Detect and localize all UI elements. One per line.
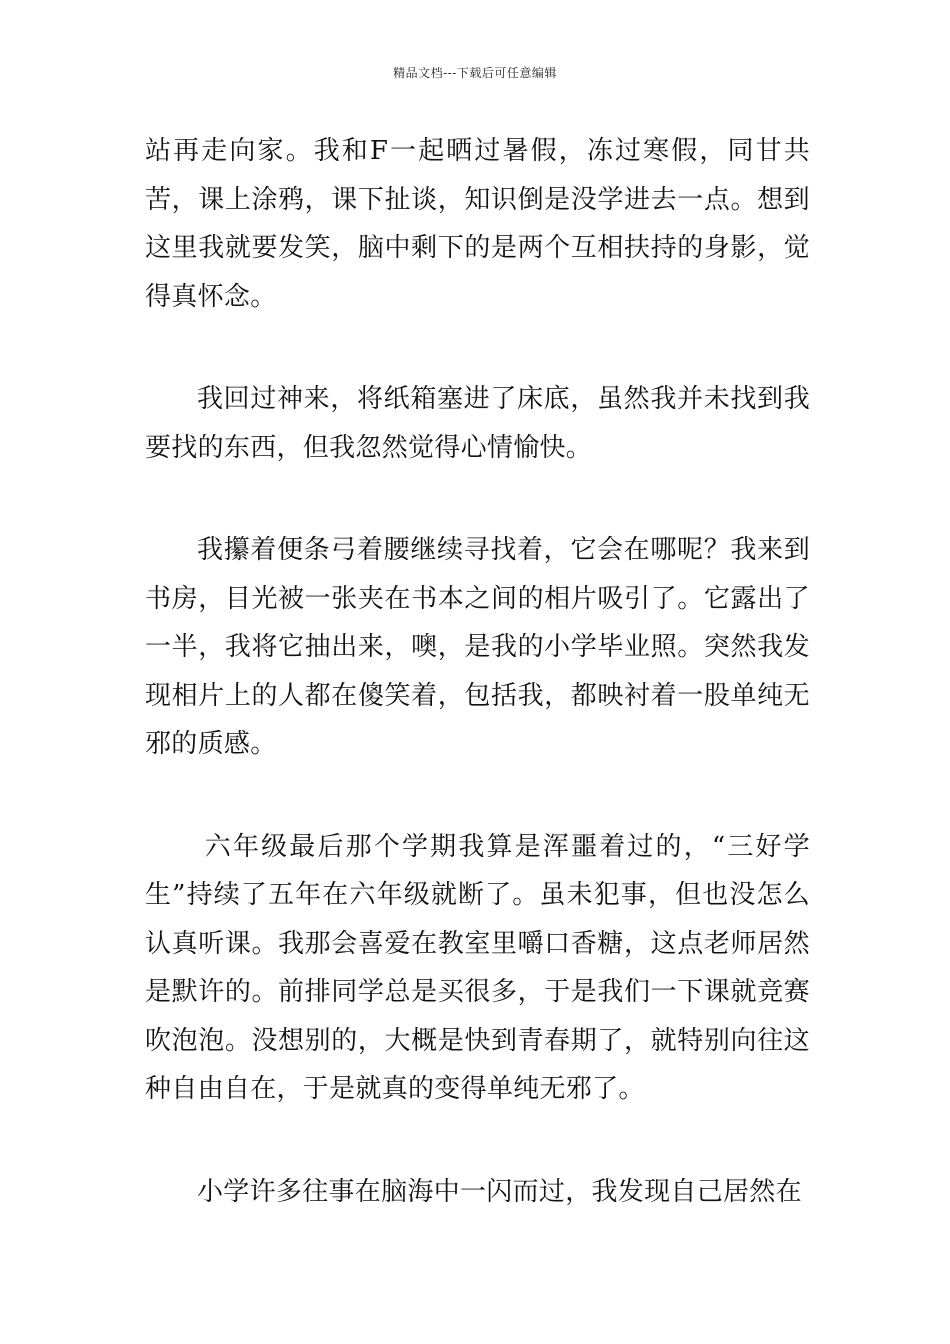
page-header: 精品文档---下载后可任意编辑 xyxy=(393,66,557,80)
paragraph-1: 站再走向家。我和F一起晒过暑假，冻过寒假，同甘共苦，课上涂鸦，课下扯谈，知识倒是没学进去一点。想到这里我就要发笑，脑中剩下的是两个互相扶持的身影，觉得真怀念。 xyxy=(145,136,810,312)
document-body xyxy=(145,127,810,1216)
paragraph-4: 六年级最后那个学期我算是浑噩着过的，“三好学生”持续了五年在六年级就断了。虽未犯事，但也没怎么认真听课。我那会喜爱在教室里嚼口香糖，这点老师居然是默许的。前排同学总是买很多，于是我们一下课就竞赛吹泡泡。没想别的，大概是快到青春期了，就特别向往这种自由自在，于是就真的变得单纯无邪了。 xyxy=(145,831,810,1104)
paragraph-2: 我回过神来，将纸箱塞进了床底，虽然我并未找到我要找的东西，但我忽然觉得心情愉快。 xyxy=(145,384,810,463)
paragraph-3: 我攥着便条弓着腰继续寻找着，它会在哪呢？我来到书房，目光被一张夹在书本之间的相片吸引了。它露出了一半，我将它抽出来，噢，是我的小学毕业照。突然我发现相片上的人都在傻笑着，包括我，都映衬着一股单纯无邪的质感。 xyxy=(145,535,810,759)
paragraph-5: 小学许多往事在脑海中一闪而过，我发现自己居然在 xyxy=(197,1176,802,1207)
